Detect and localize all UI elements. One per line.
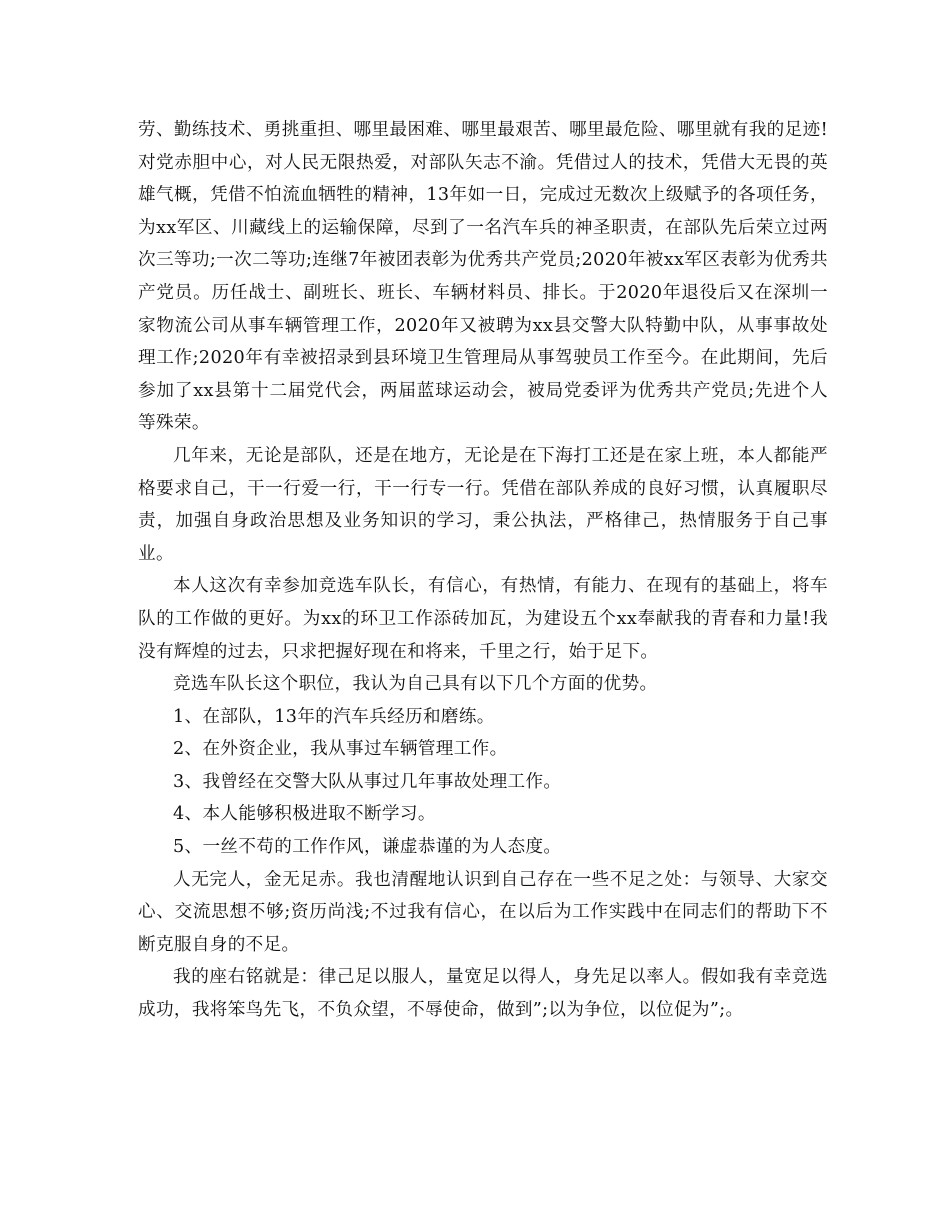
advantage-item-1: 1、在部队，13年的汽车兵经历和磨练。 [173,706,495,727]
advantage-item-3: 3、我曾经在交警大队从事过几年事故处理工作。 [173,771,562,792]
paragraph-campaign-goal: 本人这次有幸参加竞选车队长，有信心，有热情，有能力、在现有的基础上，将车队的工作做的更好。为xx的环卫工作添砖加瓦，为建设五个xx奉献我的青春和力量!我没有辉煌的过去，只求把握好现在和将来，千里之行，始于足下。 [138,576,828,662]
paragraph-work-attitude: 几年来，无论是部队，还是在地方，无论是在下海打工还是在家上班，本人都能严格要求自己，干一行爱一行，干一行专一行。凭借在部队养成的良好习惯，认真履职尽责，加强自身政治思想及业务知识的学习，秉公执法，严格律己，热情服务于自己事业。 [138,445,828,564]
paragraph-service-record: 劳、勤练技术、勇挑重担、哪里最困难、哪里最艰苦、哪里最危险、哪里就有我的足迹!对党赤胆中心，对人民无限热爱，对部队矢志不渝。凭借过人的技术，凭借大无畏的英雄气概，凭借不怕流血牺牲的精神，13年如一日，完成过无数次上级赋予的各项任务，为xx军区、川藏线上的运输保障，尽到了一名汽车兵的神圣职责，在部队先后荣立过两次三等功;一次二等功;连继7年被团表彰为优秀共产党员;2020年被xx军区表彰为优秀共产党员。历任战士、副班长、班长、车辆材料员、排长。于2020年退役后又在深圳一家物流公司从事车辆管理工作，2020年又被聘为xx县交警大队特勤中队，从事事故处理工作;2020年有幸被招录到县环境卫生管理局从事驾驶员工作至今。在此期间，先后参加了xx县第十二届党代会，两届蓝球运动会，被局党委评为优秀共产党员;先进个人等殊荣。 [138,120,828,434]
advantage-item-5: 5、一丝不苟的工作作风，谦虚恭谨的为人态度。 [173,837,562,858]
document-page [138,114,828,1027]
advantage-item-2: 2、在外资企业，我从事过车辆管理工作。 [173,739,508,760]
paragraph-motto: 我的座右铭就是：律己足以服人，量宽足以得人，身先足以率人。假如我有幸竞选成功，我将笨鸟先飞，不负众望，不辱使命，做到”;以为争位，以位促为”;。 [138,967,828,1021]
advantage-item-4: 4、本人能够积极进取不断学习。 [173,804,436,825]
paragraph-advantages-intro: 竞选车队长这个职位，我认为自己具有以下几个方面的优势。 [173,674,658,695]
paragraph-shortcomings: 人无完人，金无足赤。我也清醒地认识到自己存在一些不足之处：与领导、大家交心、交流思想不够;资历尚浅;不过我有信心，在以后为工作实践中在同志们的帮助下不断克服自身的不足。 [138,869,828,955]
